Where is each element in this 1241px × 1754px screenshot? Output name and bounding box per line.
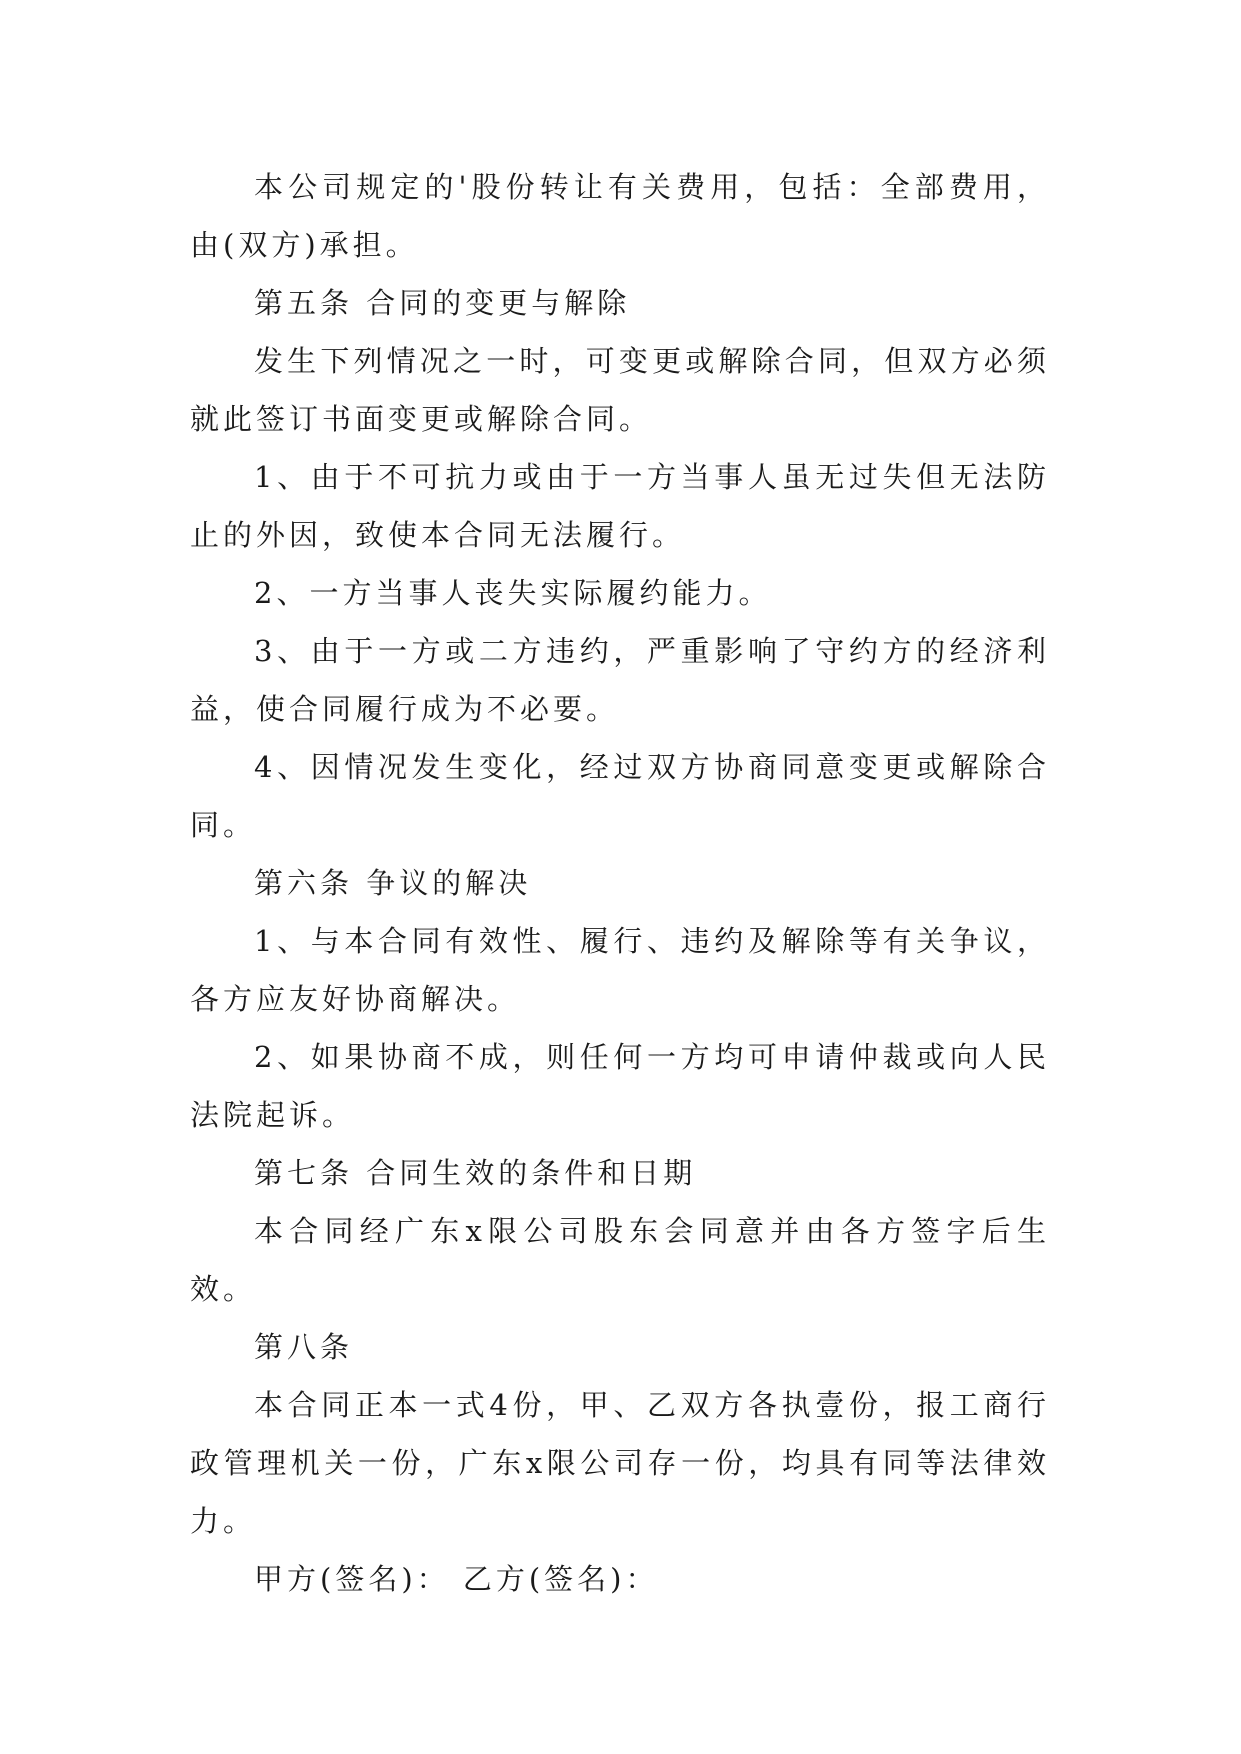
- signature-line: 甲方(签名)： 乙方(签名)：: [254, 1562, 659, 1596]
- section-heading-5: 第五条 合同的变更与解除: [254, 286, 631, 320]
- paragraph-effective-condition: 本合同经广东x限公司股东会同意并由各方签字后生效。: [190, 1214, 1050, 1306]
- paragraph-fee-clause: 本公司规定的'股份转让有关费用，包括：全部费用，由(双方)承担。: [190, 170, 1050, 262]
- list-item-6-2: 2、如果协商不成，则任何一方均可申请仲裁或向人民法院起诉。: [190, 1040, 1050, 1132]
- section-heading-8: 第八条: [254, 1330, 354, 1364]
- section-heading-7: 第七条 合同生效的条件和日期: [254, 1156, 697, 1190]
- list-item-5-1: 1、由于不可抗力或由于一方当事人虽无过失但无法防止的外因，致使本合同无法履行。: [190, 460, 1050, 552]
- list-item-5-2: 2、一方当事人丧失实际履约能力。: [254, 576, 772, 610]
- list-item-5-3: 3、由于一方或二方违约，严重影响了守约方的经济利益，使合同履行成为不必要。: [190, 634, 1050, 726]
- list-item-6-1: 1、与本合同有效性、履行、违约及解除等有关争议，各方应友好协商解决。: [190, 924, 1050, 1016]
- section-heading-6: 第六条 争议的解决: [254, 866, 532, 900]
- paragraph-copies: 本合同正本一式4份，甲、乙双方各执壹份，报工商行政管理机关一份，广东x限公司存一份，均具有同等法律效力。: [190, 1388, 1050, 1538]
- list-item-5-4: 4、因情况发生变化，经过双方协商同意变更或解除合同。: [190, 750, 1050, 842]
- document-body: [190, 158, 1050, 1608]
- paragraph-change-conditions: 发生下列情况之一时，可变更或解除合同，但双方必须就此签订书面变更或解除合同。: [190, 344, 1050, 436]
